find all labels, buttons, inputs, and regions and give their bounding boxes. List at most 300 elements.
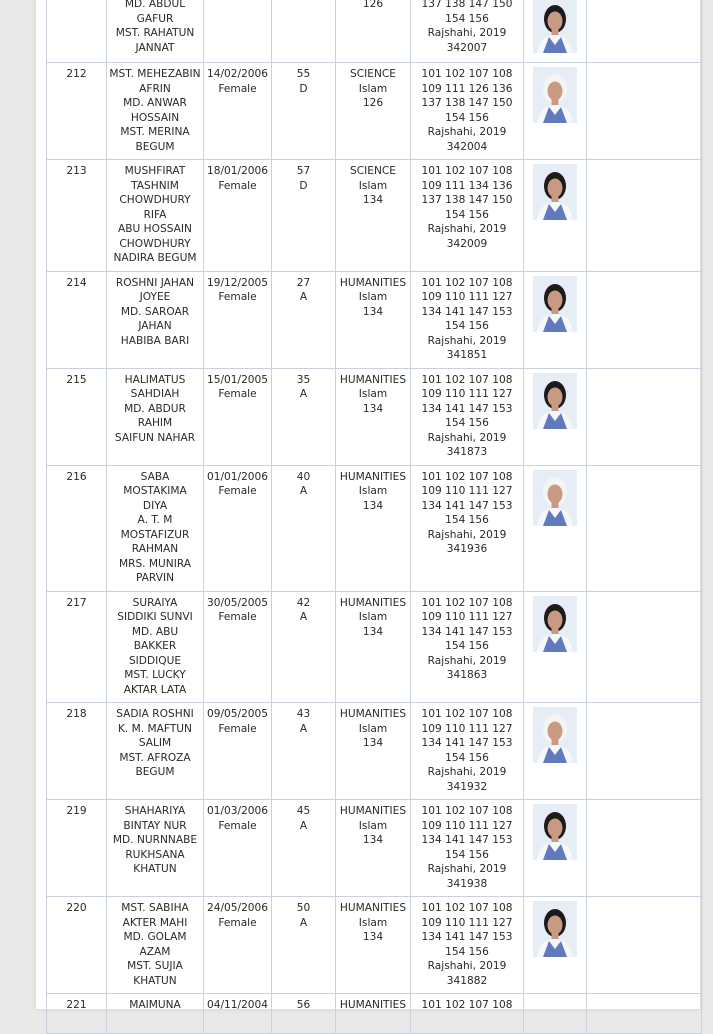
- subject-codes-line: 101 102 107 108: [421, 596, 513, 609]
- mother-name-line: MRS. MUNIRA: [118, 557, 192, 570]
- mother-name-line: MST. AFROZA: [119, 751, 191, 764]
- student-photo: [533, 276, 577, 332]
- subject-codes-line: 154 156: [445, 320, 489, 332]
- student-photo: [533, 67, 577, 123]
- table-body: [47, 0, 702, 1034]
- serial-cell: [47, 994, 107, 1034]
- date-of-birth: 18/01/2006: [206, 165, 269, 177]
- serial-number: 212: [66, 68, 87, 80]
- name-cell: [107, 800, 204, 897]
- table-row: [47, 368, 702, 465]
- subject-codes-line: 109 110 111 127: [421, 291, 513, 303]
- father-name-line: CHOWDHURY: [119, 237, 191, 250]
- student-photo: [533, 470, 577, 526]
- subject-codes-line: 134 141 147 153: [421, 499, 513, 512]
- serial-number: 218: [66, 708, 87, 720]
- father-name-line: MOSTAFIZUR: [120, 528, 190, 541]
- student-photo: [533, 596, 577, 652]
- registration-number: 341938: [446, 877, 488, 890]
- student-name-line: MST. MEHEZABIN: [109, 68, 201, 80]
- subject-codes-line: 137 138 147 150: [421, 0, 513, 10]
- subject-codes-line: 134 141 147 153: [421, 625, 513, 638]
- subject-code: 126: [362, 0, 384, 10]
- serial-cell: [47, 897, 107, 994]
- religion: Islam: [358, 82, 388, 95]
- table-row: [47, 0, 702, 63]
- date-of-birth: 24/05/2006: [206, 902, 269, 914]
- subject-code: 134: [362, 194, 384, 206]
- date-of-birth: 04/11/2004: [206, 999, 269, 1011]
- roll-cell: [272, 271, 336, 368]
- dob-cell: [204, 160, 272, 272]
- photo-cell: [524, 465, 587, 591]
- student-name-line: ROSHNI JAHAN: [115, 276, 195, 289]
- religion: Islam: [358, 722, 388, 735]
- photo-cell: [524, 160, 587, 272]
- photo-cell: [524, 0, 587, 63]
- photo-cell: [524, 800, 587, 897]
- document-page: [36, 0, 700, 1009]
- subject-codes-line: 101 102 107 108: [421, 68, 513, 80]
- father-name-line: JAHAN: [138, 320, 172, 332]
- subjects-cell: [411, 897, 524, 994]
- religion: Islam: [358, 819, 388, 832]
- dob-cell: [204, 465, 272, 591]
- student-name-line: MOSTAKIMA: [123, 485, 187, 497]
- father-name-line: RAHIM: [137, 417, 173, 429]
- roll-cell: [272, 368, 336, 465]
- father-name-line: MD. ABDUR: [124, 402, 186, 415]
- serial-number: 214: [66, 276, 87, 289]
- subject-codes-line: 134 141 147 153: [421, 305, 513, 318]
- blank-cell: [587, 800, 702, 897]
- group-cell: [336, 271, 411, 368]
- blank-cell: [587, 897, 702, 994]
- table-row: [47, 897, 702, 994]
- mother-name-line: JANNAT: [135, 41, 175, 54]
- table-row: [47, 994, 702, 1034]
- blank-cell: [587, 368, 702, 465]
- table-row: [47, 271, 702, 368]
- roll-cell: [272, 591, 336, 703]
- subject-codes-line: 101 102 107 108: [421, 708, 513, 720]
- group: HUMANITIES: [339, 373, 407, 386]
- registration-number: 342009: [446, 237, 488, 250]
- subject-codes-line: 134 141 147 153: [421, 402, 513, 415]
- group-cell: [336, 368, 411, 465]
- mother-name-line: KHATUN: [133, 974, 177, 987]
- gender: Female: [218, 388, 257, 400]
- subject-codes-line: 154 156: [445, 848, 489, 861]
- subject-codes-line: 109 111 134 136: [421, 179, 513, 192]
- father-name-line: RAHMAN: [131, 543, 179, 555]
- blank-cell: [587, 0, 702, 63]
- student-name-line: MD. ABDUL: [124, 0, 186, 10]
- subject-codes-line: 154 156: [445, 208, 489, 221]
- table-row: [47, 591, 702, 703]
- subjects-cell: [411, 368, 524, 465]
- subject-code: 134: [362, 305, 384, 318]
- subject-codes-line: 154 156: [445, 945, 489, 958]
- board-year: Rajshahi, 2019: [427, 27, 507, 39]
- father-name-line: MD. ANWAR: [123, 97, 187, 109]
- date-of-birth: 30/05/2005: [206, 596, 269, 609]
- dob-cell: [204, 994, 272, 1034]
- registration-number: 341873: [446, 446, 488, 458]
- name-cell: [107, 160, 204, 272]
- blank-cell: [587, 703, 702, 800]
- group: HUMANITIES: [339, 999, 407, 1011]
- board-year: Rajshahi, 2019: [427, 654, 507, 667]
- subject-codes-line: 134 141 147 153: [421, 931, 513, 943]
- subject-code: 134: [362, 625, 384, 638]
- subject-codes-line: 109 110 111 127: [421, 388, 513, 400]
- student-name-line: MUSHFIRAT: [124, 165, 186, 177]
- photo-cell: [524, 703, 587, 800]
- registration-number: 341936: [446, 543, 488, 555]
- student-table: [46, 0, 702, 1034]
- subject-code: 126: [362, 97, 384, 109]
- serial-cell: [47, 800, 107, 897]
- mother-name-line: RUKHSANA: [125, 848, 185, 861]
- dob-cell: [204, 271, 272, 368]
- mother-name-line: NADIRA BEGUM: [113, 252, 197, 264]
- registration-number: 341851: [446, 349, 488, 361]
- subject-codes-line: 109 110 111 127: [421, 916, 513, 929]
- student-name-line: CHOWDHURY: [119, 194, 191, 206]
- subjects-cell: [411, 63, 524, 160]
- student-name-line: AFRIN: [139, 82, 171, 95]
- group-cell: [336, 160, 411, 272]
- mother-name-line: KHATUN: [133, 863, 177, 875]
- serial-cell: [47, 160, 107, 272]
- serial-number: 217: [66, 596, 87, 609]
- date-of-birth: 01/01/2006: [206, 470, 269, 483]
- roll-number: 50: [296, 902, 311, 914]
- serial-number: 215: [66, 373, 87, 386]
- dob-cell: [204, 591, 272, 703]
- mother-name-line: SAIFUN NAHAR: [114, 431, 196, 444]
- subjects-cell: [411, 800, 524, 897]
- gender: Female: [218, 611, 257, 623]
- father-name-line: SIDDIQUE: [128, 654, 182, 667]
- blank-cell: [587, 63, 702, 160]
- serial-cell: [47, 703, 107, 800]
- subject-codes-line: 154 156: [445, 514, 489, 526]
- subjects-cell: [411, 591, 524, 703]
- serial-cell: [47, 0, 107, 63]
- father-name-line: MD. SAROAR: [120, 305, 190, 318]
- grade: D: [299, 82, 308, 95]
- student-name-line: SAHDIAH: [130, 388, 180, 400]
- subject-code: 134: [362, 499, 384, 512]
- table-row: [47, 160, 702, 272]
- date-of-birth: 19/12/2005: [206, 276, 269, 289]
- roll-number: 42: [296, 596, 311, 609]
- subject-codes-line: 134 141 147 153: [421, 834, 513, 846]
- student-name-line: MAIMUNA: [129, 999, 181, 1011]
- gender: Female: [218, 291, 257, 303]
- roll-number: 27: [296, 276, 311, 289]
- roll-number: 57: [296, 165, 311, 177]
- grade: D: [299, 179, 308, 192]
- photo-cell: [524, 591, 587, 703]
- photo-cell: [524, 368, 587, 465]
- subject-codes-line: 101 102 107 108: [421, 902, 513, 914]
- mother-name-line: MST. LUCKY: [124, 669, 186, 681]
- board-year: Rajshahi, 2019: [427, 960, 507, 972]
- group-cell: [336, 0, 411, 63]
- father-name-line: SALIM: [138, 737, 172, 749]
- dob-cell: [204, 63, 272, 160]
- board-year: Rajshahi, 2019: [427, 334, 507, 347]
- serial-cell: [47, 368, 107, 465]
- grade: A: [299, 485, 308, 497]
- serial-cell: [47, 63, 107, 160]
- religion: Islam: [358, 291, 388, 303]
- name-cell: [107, 63, 204, 160]
- board-year: Rajshahi, 2019: [427, 528, 507, 541]
- gender: Female: [218, 819, 257, 832]
- board-year: Rajshahi, 2019: [427, 223, 507, 235]
- mother-name-line: MST. SUJIA: [127, 960, 183, 972]
- subject-codes-line: 109 111 126 136: [421, 82, 513, 95]
- name-cell: [107, 703, 204, 800]
- student-name-line: SABA: [140, 470, 170, 483]
- subject-codes-line: 137 138 147 150: [421, 97, 513, 109]
- father-name-line: MD. ABU: [131, 625, 179, 638]
- serial-number: 213: [66, 165, 87, 177]
- group: SCIENCE: [350, 68, 396, 80]
- gender: Female: [218, 485, 257, 497]
- subjects-cell: [411, 703, 524, 800]
- subject-codes-line: 109 110 111 127: [421, 611, 513, 623]
- roll-cell: [272, 0, 336, 63]
- group-cell: [336, 897, 411, 994]
- subject-codes-line: 154 156: [445, 640, 489, 652]
- roll-cell: [272, 897, 336, 994]
- photo-cell: [524, 271, 587, 368]
- name-cell: [107, 994, 204, 1034]
- serial-number: 219: [66, 805, 87, 817]
- board-year: Rajshahi, 2019: [427, 126, 507, 138]
- roll-cell: [272, 465, 336, 591]
- serial-number: 221: [66, 999, 87, 1011]
- dob-cell: [204, 368, 272, 465]
- student-name-line: MST. SABIHA: [121, 902, 189, 914]
- subject-code: 134: [362, 931, 384, 943]
- subject-code: 134: [362, 737, 384, 749]
- student-photo: [533, 804, 577, 860]
- mother-name-line: HABIBA BARI: [120, 334, 190, 347]
- gender: Female: [218, 722, 257, 735]
- registration-number: 342004: [446, 140, 488, 153]
- serial-number: 220: [66, 902, 87, 914]
- grade: A: [299, 291, 308, 303]
- date-of-birth: 01/03/2006: [206, 805, 269, 817]
- registration-number: 341932: [446, 780, 488, 793]
- father-name-line: K. M. MAFTUN: [117, 722, 192, 735]
- subjects-cell: [411, 160, 524, 272]
- group: SCIENCE: [350, 165, 396, 177]
- student-name-line: SIDDIKI SUNVI: [117, 611, 193, 623]
- student-name-line: RIFA: [143, 208, 167, 221]
- subjects-cell: [411, 994, 524, 1034]
- roll-cell: [272, 63, 336, 160]
- grade: A: [299, 388, 308, 400]
- subject-codes-line: 154 156: [445, 111, 489, 124]
- roll-number: 45: [296, 805, 311, 817]
- mother-name-line: BEGUM: [135, 766, 175, 778]
- board-year: Rajshahi, 2019: [427, 863, 507, 875]
- subject-codes-line: 109 110 111 127: [421, 819, 513, 832]
- group: HUMANITIES: [339, 805, 407, 817]
- religion: Islam: [358, 388, 388, 400]
- photo-cell: [524, 63, 587, 160]
- student-name-line: JOYEE: [139, 291, 171, 303]
- roll-number: 43: [296, 708, 311, 720]
- subject-codes-line: 154 156: [445, 417, 489, 429]
- serial-cell: [47, 591, 107, 703]
- subject-code: 134: [362, 834, 384, 846]
- subject-codes-line: 101 102 107 108: [421, 165, 513, 177]
- grade: A: [299, 722, 308, 735]
- roll-cell: [272, 994, 336, 1034]
- blank-cell: [587, 271, 702, 368]
- name-cell: [107, 0, 204, 63]
- blank-cell: [587, 465, 702, 591]
- name-cell: [107, 591, 204, 703]
- group: HUMANITIES: [339, 708, 407, 720]
- student-name-line: TASHNIM: [131, 179, 179, 192]
- mother-name-line: BEGUM: [135, 140, 175, 153]
- religion: Islam: [358, 916, 388, 929]
- roll-number: 35: [296, 373, 311, 386]
- grade: A: [299, 611, 308, 623]
- grade: A: [299, 819, 308, 832]
- registration-number: 341863: [446, 669, 488, 681]
- registration-number: 341882: [446, 974, 488, 987]
- table-row: [47, 63, 702, 160]
- photo-cell: [524, 994, 587, 1034]
- student-name-line: AKTER MAHI: [122, 916, 188, 929]
- registration-number: 342007: [446, 41, 488, 54]
- gender: Female: [218, 916, 257, 929]
- group: HUMANITIES: [339, 596, 407, 609]
- group: HUMANITIES: [339, 470, 407, 483]
- group: HUMANITIES: [339, 902, 407, 914]
- gender: Female: [218, 179, 257, 192]
- religion: Islam: [358, 179, 388, 192]
- father-name-line: MD. NURNNABE: [112, 834, 198, 846]
- group-cell: [336, 703, 411, 800]
- subjects-cell: [411, 0, 524, 63]
- religion: Islam: [358, 611, 388, 623]
- date-of-birth: 15/01/2005: [206, 373, 269, 386]
- subject-codes-line: 101 102 107 108: [421, 805, 513, 817]
- subject-codes-line: 109 110 111 127: [421, 485, 513, 497]
- group-cell: [336, 465, 411, 591]
- dob-cell: [204, 0, 272, 63]
- subject-code: 134: [362, 402, 384, 415]
- dob-cell: [204, 800, 272, 897]
- father-name-line: ABU HOSSAIN: [118, 223, 192, 235]
- name-cell: [107, 271, 204, 368]
- student-photo: [533, 901, 577, 957]
- subject-codes-line: 154 156: [445, 751, 489, 764]
- table-row: [47, 703, 702, 800]
- serial-cell: [47, 465, 107, 591]
- mother-name-line: AKTAR LATA: [123, 683, 187, 696]
- subject-codes-line: 109 110 111 127: [421, 722, 513, 735]
- student-name-line: BINTAY NUR: [123, 819, 187, 832]
- student-name-line: SURAIYA: [132, 596, 178, 609]
- group: HUMANITIES: [339, 276, 407, 289]
- blank-cell: [587, 591, 702, 703]
- dob-cell: [204, 897, 272, 994]
- student-photo: [533, 164, 577, 220]
- group-cell: [336, 63, 411, 160]
- table-row: [47, 800, 702, 897]
- table-row: [47, 465, 702, 591]
- roll-number: 55: [296, 68, 311, 80]
- group-cell: [336, 800, 411, 897]
- mother-name-line: MST. RAHATUN: [115, 27, 195, 39]
- subject-codes-line: 101 102 107 108: [421, 276, 513, 289]
- father-name-line: HOSSAIN: [130, 111, 180, 124]
- roll-number: 56: [296, 999, 311, 1011]
- photo-cell: [524, 897, 587, 994]
- subject-codes-line: 154 156: [445, 12, 489, 25]
- subject-codes-line: 101 102 107 108: [421, 999, 513, 1011]
- date-of-birth: 14/02/2006: [206, 68, 269, 80]
- group-cell: [336, 591, 411, 703]
- student-photo: [533, 0, 577, 53]
- student-name-line: SADIA ROSHNI: [116, 708, 194, 720]
- gender: Female: [218, 82, 257, 95]
- religion: Islam: [358, 485, 388, 497]
- mother-name-line: PARVIN: [135, 572, 175, 584]
- subjects-cell: [411, 271, 524, 368]
- serial-number: 216: [66, 470, 87, 483]
- group-cell: [336, 994, 411, 1034]
- student-name-line: GAFUR: [136, 12, 174, 25]
- name-cell: [107, 465, 204, 591]
- serial-cell: [47, 271, 107, 368]
- subject-codes-line: 134 141 147 153: [421, 737, 513, 749]
- roll-cell: [272, 800, 336, 897]
- student-photo: [533, 373, 577, 429]
- student-photo: [533, 707, 577, 763]
- roll-number: 40: [296, 470, 311, 483]
- roll-cell: [272, 160, 336, 272]
- subject-codes-line: 101 102 107 108: [421, 373, 513, 386]
- subjects-cell: [411, 465, 524, 591]
- date-of-birth: 09/05/2005: [206, 708, 269, 720]
- father-name-line: MD. GOLAM: [123, 931, 187, 943]
- roll-cell: [272, 703, 336, 800]
- student-name-line: HALIMATUS: [124, 373, 186, 386]
- blank-cell: [587, 994, 702, 1034]
- father-name-line: A. T. M: [137, 514, 173, 526]
- board-year: Rajshahi, 2019: [427, 766, 507, 778]
- grade: A: [299, 916, 308, 929]
- dob-cell: [204, 703, 272, 800]
- subject-codes-line: 101 102 107 108: [421, 470, 513, 483]
- mother-name-line: MST. MERINA: [120, 126, 190, 138]
- name-cell: [107, 368, 204, 465]
- student-name-line: SHAHARIYA: [124, 805, 186, 817]
